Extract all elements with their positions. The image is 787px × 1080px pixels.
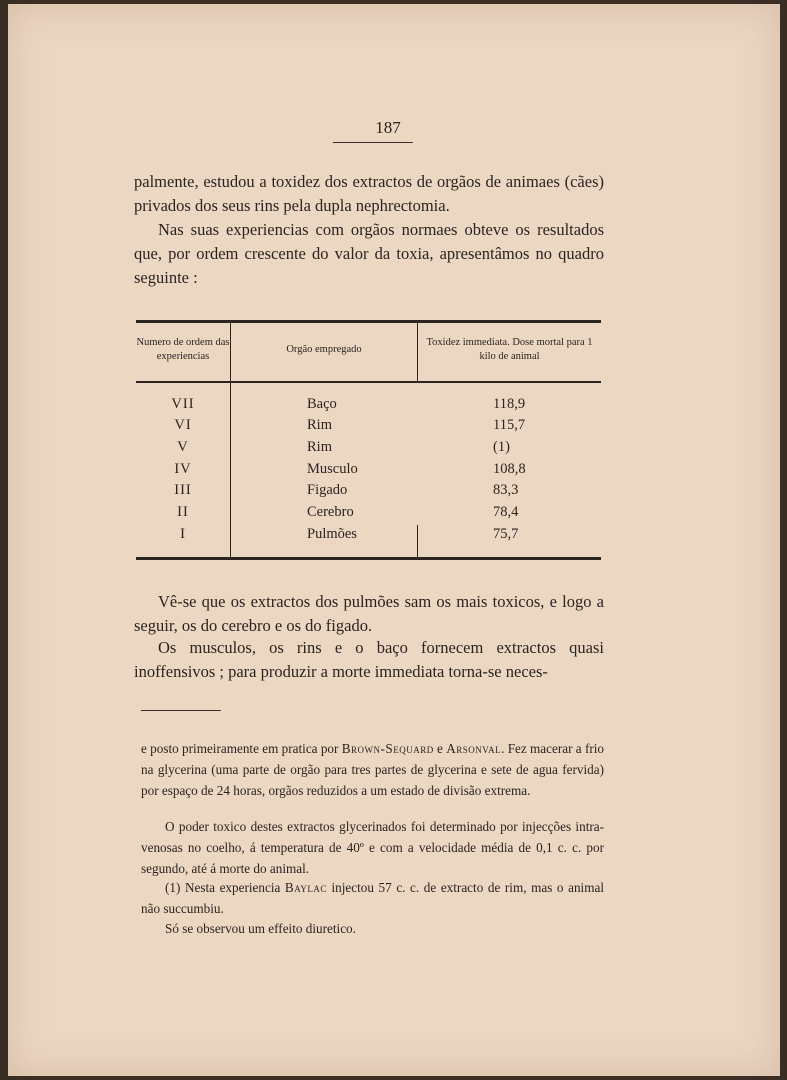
page-number: 187 xyxy=(375,118,401,137)
organ-cell: Cerebro xyxy=(307,504,354,520)
table-bottom-rule xyxy=(136,557,601,560)
author-name: Baylac xyxy=(284,880,327,895)
organ-cell: Rim xyxy=(307,417,332,433)
footnote-text: e xyxy=(433,741,447,756)
order-cell: II xyxy=(177,504,189,520)
footnote-paragraph: Só se observou um effeito diuretico. xyxy=(165,921,356,936)
value-cell: 83,3 xyxy=(493,482,519,498)
value-cell: 78,4 xyxy=(493,504,519,520)
order-cell: I xyxy=(180,526,186,542)
table-row xyxy=(136,417,601,439)
organ-cell: Figado xyxy=(307,482,348,498)
author-name: Brown-Sequard xyxy=(341,741,434,756)
footnote-rule xyxy=(141,710,221,711)
value-cell: 115,7 xyxy=(493,417,526,433)
value-cell: (1) xyxy=(493,439,510,455)
table-row xyxy=(136,482,601,504)
paragraph-1: palmente, estudou a toxidez dos extractos de orgãos de animaes (cães) privados dos seus rins pela dupla nephrectomia. xyxy=(134,172,604,215)
order-cell: IV xyxy=(174,461,192,477)
header-organ: Orgão empregado xyxy=(286,344,362,355)
page-number-rule xyxy=(333,142,413,143)
footnote-text: (1) Nesta experiencia xyxy=(165,880,285,895)
value-cell: 75,7 xyxy=(493,526,519,542)
footnote-text: . Fez macerar a frio na glycerina (uma parte de orgão para tres partes de glycerina e sete de agua fervida) por espaço de 24 horas, orgãos reduzidos a um estado de divisão extrema. xyxy=(141,741,604,798)
toxicity-table xyxy=(136,320,601,560)
footnote-paragraph: O poder toxico destes extractos glycerinados foi determinado por injecções intra-venosas no coelho, á temperatura de 40º e com a velocidade média de 0,1 c. c. por segundo, até á morte do animal. xyxy=(141,819,604,876)
order-cell: V xyxy=(177,439,189,455)
paragraph-4: Os musculos, os rins e o baço fornecem extractos quasi inoffensivos ; para produzir a morte immediata torna-se neces- xyxy=(134,638,604,681)
author-name: Arsonval xyxy=(446,741,502,756)
table-top-rule xyxy=(136,320,601,323)
order-cell: VI xyxy=(174,417,192,433)
header-order: Numero de ordem das experiencias xyxy=(136,337,230,362)
table-row xyxy=(136,396,601,418)
table-row xyxy=(136,439,601,461)
footnote-1 xyxy=(141,877,604,919)
header-toxicity: Toxidez immediata. Dose mortal para 1 kilo de animal xyxy=(426,337,593,362)
footnote-text: injectou 57 c. c. de extracto de rim, mas o animal não succumbiu. xyxy=(141,880,604,916)
organ-cell: Musculo xyxy=(307,461,358,477)
organ-cell: Rim xyxy=(307,439,332,455)
table-row xyxy=(136,526,601,548)
paragraph-3: Vê-se que os extractos dos pulmões sam os mais toxicos, e logo a seguir, os do cerebro e os do figado. xyxy=(134,592,604,635)
table-row xyxy=(136,461,601,483)
value-cell: 108,8 xyxy=(493,461,526,477)
organ-cell: Baço xyxy=(307,396,337,412)
footnote-continuation xyxy=(141,738,604,801)
order-cell: III xyxy=(174,482,192,498)
table-header-rule xyxy=(136,381,601,383)
value-cell: 118,9 xyxy=(493,396,526,412)
organ-cell: Pulmões xyxy=(307,526,357,542)
paragraph-2: Nas suas experiencias com orgãos normaes obteve os resultados que, por ordem crescente do valor da toxia, apresentâmos no quadro seguinte : xyxy=(134,220,604,287)
book-page xyxy=(8,4,780,1076)
table-row xyxy=(136,504,601,526)
footnote-text: e posto primeiramente em pratica por xyxy=(141,741,342,756)
order-cell: VII xyxy=(171,396,195,412)
